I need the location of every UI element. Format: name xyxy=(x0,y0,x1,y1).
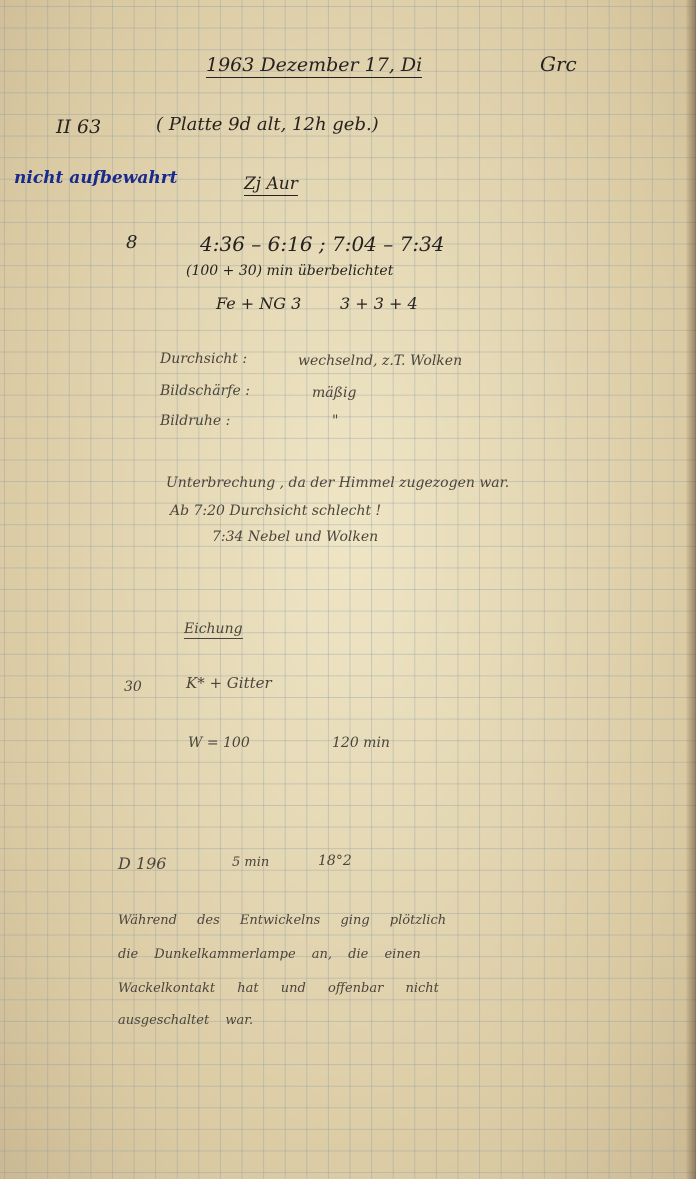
binding-edge xyxy=(686,0,696,1179)
calibration-index: 30 xyxy=(124,679,142,695)
condition-value: " xyxy=(332,413,339,429)
condition-value: mäßig xyxy=(312,385,357,401)
plate-id: II 63 xyxy=(56,116,102,138)
exposure-times: 4:36 – 6:16 ; 7:04 – 7:34 xyxy=(200,232,445,256)
development-note-line: Während des Entwickelns ging plötzlich xyxy=(118,913,447,928)
star-name: Zj Aur xyxy=(244,174,298,194)
plate-note: ( Platte 9d alt, 12h geb.) xyxy=(156,114,379,135)
development-note-line: Wackelkontakt hat und offenbar nicht xyxy=(118,981,439,996)
filter-values: 3 + 3 + 4 xyxy=(340,294,418,313)
condition-label: Bildschärfe : xyxy=(160,383,250,399)
calibration-heading: Eichung xyxy=(184,621,243,637)
remark-line: 7:34 Nebel und Wolken xyxy=(212,529,379,545)
condition-value: wechselnd, z.T. Wolken xyxy=(298,353,463,369)
remark-line: Ab 7:20 Durchsicht schlecht ! xyxy=(170,503,382,519)
observer-initials: Grc xyxy=(540,52,577,76)
exposure-index: 8 xyxy=(126,232,138,253)
exposure-note: (100 + 30) min überbelichtet xyxy=(186,263,394,279)
development-temp: 18°2 xyxy=(318,853,352,869)
entry-date: 1963 Dezember 17, Di xyxy=(206,54,423,76)
development-note-line: die Dunkelkammerlampe an, die einen xyxy=(118,947,421,962)
condition-label: Bildruhe : xyxy=(160,413,231,429)
calibration-w: W = 100 xyxy=(188,735,250,751)
filter: Fe + NG 3 xyxy=(216,294,302,313)
calibration-duration: 120 min xyxy=(332,735,390,751)
remark-line: Unterbrechung , da der Himmel zugezogen war. xyxy=(166,475,510,491)
calibration-setup: K* + Gitter xyxy=(186,674,272,692)
development-note-line: ausgeschaltet war. xyxy=(118,1013,254,1028)
margin-note: nicht aufbewahrt xyxy=(14,168,178,188)
development-code: D 196 xyxy=(118,854,167,873)
development-time: 5 min xyxy=(232,855,270,870)
condition-label: Durchsicht : xyxy=(160,351,248,367)
